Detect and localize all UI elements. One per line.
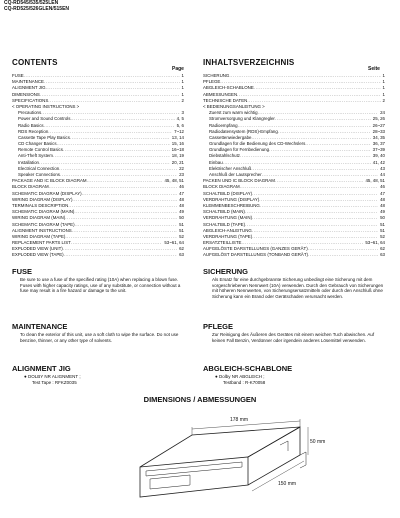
toc-item-page: 1 — [181, 85, 184, 91]
toc-item-page: 50 — [380, 215, 385, 221]
toc-item-title: Anschluß der Lautsprecher — [209, 172, 262, 177]
toc-item-page: 1 — [181, 91, 184, 97]
toc-item-title: SCHALTBILD (TAPE) — [203, 221, 246, 227]
toc-item-title: EXPLODED VIEW (UNIT) — [12, 246, 63, 252]
toc-item-title: SCHALTBILD (DISPLAY) — [203, 190, 253, 196]
toc-item-page: 37~39 — [372, 147, 385, 153]
toc-item-title: Zuerst zum warm wichtig — [209, 110, 258, 116]
inhalt-title: INHALTSVERZEICHNIS — [203, 58, 295, 67]
toc-item-title: SPECIFICATIONS — [12, 97, 49, 103]
toc-item-page: 2 — [382, 97, 385, 103]
toc-item-title: SICHERUNG — [203, 73, 230, 78]
toc-item-page: 39, 40 — [372, 153, 385, 159]
toc-item-title: AUFGELÖST DARSTELLUNGS (TONBAND GERÄT) — [203, 252, 308, 258]
alignment-jig-line2: Test Tape : RFKZ0035 — [32, 380, 77, 385]
toc-item-page: 1 — [382, 79, 385, 85]
toc-item-title: Electrical Connection — [18, 165, 60, 171]
toc-item-page: 53~61, 64 — [164, 240, 184, 246]
cassette-slot — [146, 462, 242, 476]
toc-item-page: 46 — [179, 184, 184, 190]
toc-item-page: 63 — [179, 252, 184, 258]
toc-item-page: 52 — [179, 233, 184, 239]
maintenance-text: To clean the exterior of this unit, use a soft cloth to wipe the surface. Do not use benzine, thinner, or any other type of solvents. — [20, 332, 179, 343]
toc-item-title: MAINTENANCE — [12, 79, 44, 85]
toc-item-page: 51 — [179, 221, 184, 227]
toc-item-title: ABGLEICH-ANLEITUNG — [203, 227, 252, 233]
toc-item-page: 45, 48, 51 — [164, 178, 184, 184]
toc-item-page: 26~27 — [372, 122, 385, 128]
toc-item-page: 15, 16 — [171, 141, 184, 147]
toc-item-title: PACKAGE AND IC BLOCK DIAGRAM — [12, 178, 87, 184]
toc-item-page: 51 — [380, 227, 385, 233]
toc-item-title: Precautions — [18, 110, 42, 116]
toc-item-title: Elektrischer Anschluß — [209, 165, 252, 171]
unit-dimension-drawing — [130, 405, 330, 513]
toc-item-title: Radio Basics — [18, 122, 44, 128]
toc-item-title: VERDRAHTUNG (TAPE) — [203, 233, 253, 239]
toc-item-page: 48 — [380, 196, 385, 202]
toc-item-page: 44 — [380, 172, 385, 177]
alignment-jig-title: ALIGNMENT JIG — [12, 364, 71, 373]
toc-item-title: SCHEMATIC DIAGRAM (DISPLAY) — [12, 190, 82, 196]
toc-item-title: WIRING DIAGRAM (TAPE) — [12, 233, 66, 239]
fuse-text: Be sure to use a fuse of the specified rating (10A) when replacing a blown fuse. Fuses with higher capacity ratings, use of any substitute, or connection without a fuse may result in a fire hazard or damage to the unit. — [20, 277, 181, 294]
toc-item-page: 47 — [179, 190, 184, 196]
toc-item-page: 51 — [380, 221, 385, 227]
toc-item-title: KLEMMENBESCHREIBUNG — [203, 202, 260, 208]
toc-item-page: 22 — [179, 165, 184, 171]
model-line-2: CQ-RD525/526GLEN/515EN — [4, 6, 70, 12]
toc-item-title: DIMENSIONS — [12, 91, 40, 97]
toc-item — [12, 252, 184, 258]
toc-item-page: 63 — [380, 252, 385, 258]
dimensions-title: DIMENSIONS / ABMESSUNGEN — [143, 395, 257, 404]
maintenance-title: MAINTENANCE — [12, 322, 68, 331]
toc-item-page: 52 — [380, 233, 385, 239]
toc-item-page: 3 — [181, 110, 184, 116]
toc-item-title: Remote Control Basics — [18, 147, 63, 153]
toc-item-title: SCHEMATIC DIAGRAM (MAIN) — [12, 209, 75, 215]
toc-item-page: 48 — [179, 202, 184, 208]
alignment-jig-line1: ● DOLBY NR ALIGNMENT ; — [24, 374, 81, 379]
toc-item-page: 28~33 — [372, 128, 385, 134]
sicherung-text: Als Ersatz für eine durchgebrannte Sicherung unbedingt eine Sicherung mit dem vorgeschriebenen Nennwert (10A) verwenden. Durch den Gebrauch von Sicherungen mit höheren Nennwerten, von Sicherungsersatzmitteln oder durch den Anschluß ohne Sicherung kann ein Brand oder Gerätschaden verursacht werden. — [212, 277, 384, 299]
toc-item-title: ABGLEICH-SCHABLONE — [203, 85, 254, 91]
toc-item-page: 24 — [380, 110, 385, 116]
toc-item-title: RDS Reception — [18, 128, 49, 134]
inhalt-list — [203, 73, 385, 259]
display-window — [150, 475, 190, 489]
unit-top-face — [140, 427, 300, 467]
contents-list — [12, 73, 184, 259]
toc-item-page: 2 — [181, 97, 184, 103]
toc-item-title: ERSATZTEILLISTE — [203, 240, 242, 246]
toc-item-title: BLOCK DIAGRAM — [203, 184, 240, 190]
toc-item-title: TERMINALS DESCRIPTION — [12, 202, 69, 208]
pflege-title: PFLEGE — [203, 322, 234, 331]
unit-side-face — [248, 427, 300, 485]
model-header — [4, 0, 69, 12]
toc-item-title: < BEDIENUNGSANLEITUNG > — [203, 103, 265, 109]
toc-item-page: 43 — [380, 165, 385, 171]
toc-item-title: Cassette Tape Play Basics — [18, 134, 70, 140]
toc-item-page: 62 — [380, 246, 385, 252]
toc-item-title: CD Changer Basics — [18, 141, 57, 147]
toc-item-title: Diebstahlschutz — [209, 153, 240, 159]
width-label: 178 mm — [230, 417, 249, 423]
toc-item-page: 16~18 — [171, 147, 184, 153]
fuse-title: FUSE — [12, 267, 33, 276]
toc-item-title: Power and Sound Controls — [18, 116, 71, 122]
toc-item-page: 62 — [179, 246, 184, 252]
toc-item-title: ALIGNMENT INSTRUCTIONS — [12, 227, 72, 233]
toc-item-page: 4, 5 — [176, 116, 184, 122]
toc-item-page: 18, 19 — [171, 153, 184, 159]
toc-item-title: Radioempfang — [209, 122, 238, 128]
toc-item-title: < OPERATING INSTRUCTIONS > — [12, 103, 80, 109]
toc-item-title: Radiodatensystem (RDS)-Empfang — [209, 128, 278, 134]
pflege-text: Zur Reinigung des Äußeren des Gerätes mit einem weichen Tuch abwischen. Auf keinen Fall Benzin, Verdünner oder irgendein anderes Lösemittel verwenden. — [212, 332, 375, 343]
schablone-line2: Testband : R-K70058 — [223, 380, 266, 385]
toc-item-page: 50 — [179, 215, 184, 221]
toc-item-title: Speaker Connections — [18, 172, 60, 177]
height-label: 50 mm — [310, 439, 326, 445]
toc-item-title: VERDRAHTUNG (DISPLAY) — [203, 196, 260, 202]
toc-item-title: Installation — [18, 159, 39, 165]
toc-item-title: Stromversorgung und Klangregler — [209, 116, 275, 122]
toc-item-title: ALIGNMENT JIG — [12, 85, 46, 91]
toc-item-page: 49 — [179, 209, 184, 215]
toc-item-title: WIRING DIAGRAM (MAIN) — [12, 215, 66, 221]
toc-item-title: SCHEMATIC DIAGRAM (TAPE) — [12, 221, 75, 227]
toc-item-page: 53~61, 64 — [365, 240, 385, 246]
toc-item-title: Grundlagen für die Bedienung des CD-Wechslers — [209, 141, 306, 147]
toc-item-page: 48 — [380, 202, 385, 208]
seite-column-header: Seite — [368, 66, 380, 72]
toc-item-page: 7~12 — [174, 128, 184, 134]
toc-item-page: 51 — [179, 227, 184, 233]
toc-item-page: 20, 21 — [171, 159, 184, 165]
toc-item-title: Einbau — [209, 159, 223, 165]
toc-item-title: WIRING DIAGRAM (DISPLAY) — [12, 196, 73, 202]
toc-item-page: 1 — [181, 79, 184, 85]
toc-item-title: BLOCK DIAGRAM — [12, 184, 49, 190]
toc-item-title: Cassettenwiedergabe — [209, 134, 252, 140]
toc-item-title: REPLACEMENT PARTS LIST — [12, 240, 71, 246]
toc-item-title: SCHALTBILD (MAIN) — [203, 209, 245, 215]
toc-item-title: VERDRAHTUNG (MAIN) — [203, 215, 253, 221]
schablone-line1: ● Dolby NR ABGLEICH ; — [215, 374, 265, 379]
toc-item-title: TECHNISCHE DATEN — [203, 97, 248, 103]
toc-item-page: 23 — [179, 172, 184, 177]
toc-item-page: 25, 26 — [372, 116, 385, 122]
toc-item-title: EXPLODED VIEW (TAPE) — [12, 252, 64, 258]
toc-item-page: 46 — [380, 184, 385, 190]
toc-item-title: ABMESSUNGEN — [203, 91, 238, 97]
depth-label: 150 mm — [278, 481, 297, 487]
sicherung-title: SICHERUNG — [203, 267, 249, 276]
toc-item-page: 36, 37 — [372, 141, 385, 147]
toc-item-title: AUFGELÖSTE DARSTELLUNGS (GANZES GERÄT) — [203, 246, 308, 252]
toc-item-page: 1 — [181, 73, 184, 78]
toc-item-page: 1 — [382, 85, 385, 91]
toc-item-title: FUSE — [12, 73, 24, 78]
toc-item — [203, 252, 385, 258]
toc-item-page: 41, 42 — [372, 159, 385, 165]
toc-item-title: PACKEN UND IC BLOCK DIAGRAM — [203, 178, 275, 184]
toc-leader-dots — [64, 252, 177, 258]
contents-title: CONTENTS — [12, 58, 58, 67]
toc-item-page: 34, 35 — [372, 134, 385, 140]
toc-item-page: 5, 6 — [176, 122, 184, 128]
toc-leader-dots — [308, 252, 378, 258]
toc-item-page: 49 — [380, 209, 385, 215]
toc-item-page: 45, 48, 51 — [365, 178, 385, 184]
toc-leader-dots — [247, 98, 380, 104]
model-line-1: CQ-RD545/535/525LEN — [4, 0, 59, 6]
toc-item-title: PFLEGE — [203, 79, 221, 85]
schablone-title: ABGLEICH-SCHABLONE — [203, 364, 293, 373]
toc-item-title: Anti-Theft System — [18, 153, 53, 159]
toc-item-page: 1 — [382, 91, 385, 97]
toc-item-page: 13, 14 — [171, 134, 184, 140]
page-column-header: Page — [172, 66, 184, 72]
toc-item-page: 48 — [179, 196, 184, 202]
toc-item-title: Grundlagen für Fernbedienung — [209, 147, 270, 153]
toc-item-page: 47 — [380, 190, 385, 196]
toc-item-page: 1 — [382, 73, 385, 78]
